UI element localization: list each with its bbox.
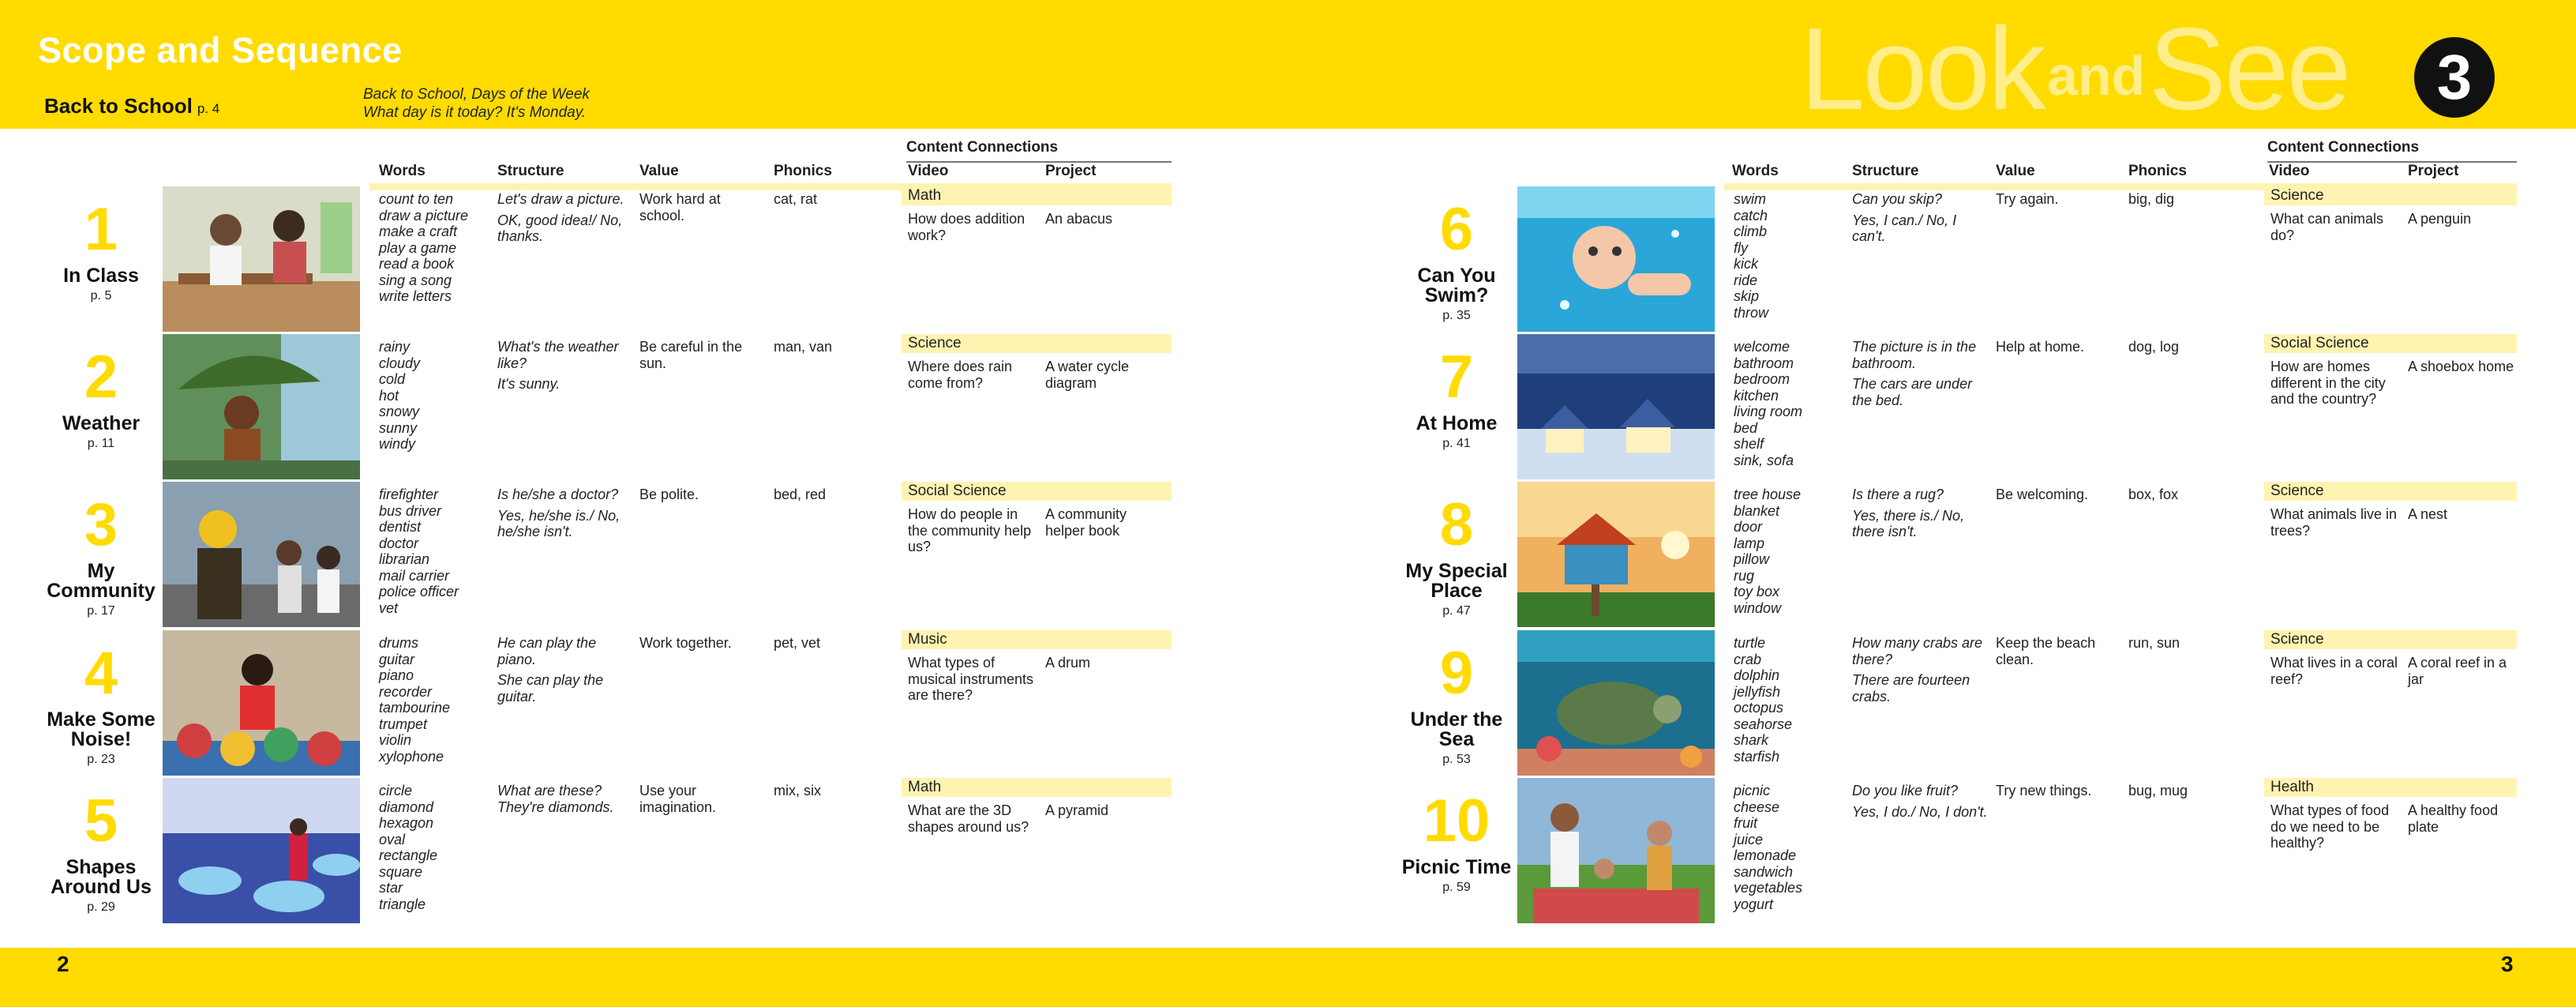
structure-line: What are these? They're diamonds. xyxy=(497,783,614,815)
words-list xyxy=(379,191,489,305)
words-list xyxy=(1734,191,1844,321)
page-number-right: 3 xyxy=(2501,952,2514,976)
unit-page: p. 11 xyxy=(87,437,115,450)
video-question: How does addition work? xyxy=(908,211,1026,243)
unit-name-line: Can You xyxy=(1417,265,1496,287)
video-question: What animals live in trees? xyxy=(2270,506,2398,539)
word-item: hexagon xyxy=(379,815,434,831)
unit-label xyxy=(1393,186,1520,332)
unit-number: 8 xyxy=(1439,491,1474,558)
word-item: read a book xyxy=(379,256,455,272)
word-item: firefighter xyxy=(379,487,439,502)
unit-label xyxy=(38,334,164,479)
word-item: triangle xyxy=(379,896,426,912)
word-item: juice xyxy=(1734,831,1764,847)
words-list xyxy=(1734,487,1844,616)
unit-name-line: Community xyxy=(47,580,156,602)
word-item: seahorse xyxy=(1734,716,1793,732)
level-badge: 3 xyxy=(2414,37,2495,118)
unit-number: 7 xyxy=(1439,344,1474,411)
word-item: sing a song xyxy=(379,272,452,288)
word-item: diamond xyxy=(379,798,434,815)
structure-text xyxy=(497,487,633,545)
unit-number: 6 xyxy=(1439,196,1474,263)
content-subject: Science xyxy=(902,334,1172,353)
content-connections-header-right: Content Connections xyxy=(2267,139,2517,163)
word-item: kick xyxy=(1734,256,1758,272)
unit-photo xyxy=(163,186,360,332)
phonics-text: run, sun xyxy=(2128,635,2180,651)
phonics-text: pet, vet xyxy=(774,635,821,651)
unit-photo xyxy=(163,778,360,923)
phonics-header-right: Phonics xyxy=(2128,163,2187,179)
page-number-left: 2 xyxy=(57,952,69,976)
unit-name-line: Under the xyxy=(1410,708,1503,731)
word-item: play a game xyxy=(379,239,457,256)
unit-name-line: Sea xyxy=(1438,728,1475,750)
value-text: Work together. xyxy=(639,635,732,651)
unit-name xyxy=(1393,562,1520,601)
word-item: cheese xyxy=(1734,798,1780,815)
phonics-text: man, van xyxy=(774,339,833,355)
structure-line: Let's draw a picture. xyxy=(497,191,624,207)
unit-name xyxy=(38,266,164,286)
word-item: pillow xyxy=(1734,551,1770,567)
word-item: circle xyxy=(379,783,413,798)
word-item: starfish xyxy=(1734,748,1780,765)
word-item: police officer xyxy=(379,584,459,599)
video-question: What are the 3D shapes around us? xyxy=(908,802,1029,835)
word-item: jellyfish xyxy=(1734,683,1781,700)
words-list xyxy=(1734,339,1844,468)
word-item: window xyxy=(1734,599,1782,616)
words-list xyxy=(379,339,489,453)
words-list xyxy=(379,635,489,765)
word-item: cloudy xyxy=(379,355,421,371)
structure-line: He can play the piano. xyxy=(497,635,597,667)
structure-line: The cars are under the bed. xyxy=(1852,376,1973,408)
structure-text xyxy=(497,783,633,820)
word-item: windy xyxy=(379,436,416,452)
structure-text xyxy=(497,339,633,397)
project-text: An abacus xyxy=(1045,211,1113,227)
words-header-right: Words xyxy=(1732,163,1779,179)
word-item: catch xyxy=(1734,207,1768,224)
word-item: throw xyxy=(1734,304,1769,321)
value-header-right: Value xyxy=(1996,163,2035,179)
unit-page: p. 59 xyxy=(1442,881,1471,894)
word-item: piano xyxy=(379,667,414,683)
unit-label xyxy=(1393,630,1520,776)
word-item: sunny xyxy=(379,419,418,436)
structure-header-right: Structure xyxy=(1852,163,1919,179)
word-item: yogurt xyxy=(1734,896,1774,912)
unit-name-line: Weather xyxy=(62,412,141,434)
unit-photo-image xyxy=(163,334,360,479)
unit-photo xyxy=(163,334,360,479)
unit-photo xyxy=(1517,482,1715,627)
word-item: lamp xyxy=(1734,535,1765,551)
unit-photo-image xyxy=(163,186,360,332)
unit-name xyxy=(38,710,164,750)
structure-line: Is there a rug? xyxy=(1852,487,1944,502)
unit-photo-image xyxy=(1517,186,1715,332)
value-text: Help at home. xyxy=(1996,339,2085,355)
unit-name-line: Swim? xyxy=(1424,284,1489,306)
unit-name-line: Place xyxy=(1430,580,1483,602)
words-header-left: Words xyxy=(379,163,426,179)
unit-name xyxy=(1393,414,1520,434)
unit-name xyxy=(38,858,164,897)
content-subject: Science xyxy=(2264,630,2517,649)
value-text: Work hard at school. xyxy=(639,191,721,224)
word-item: lemonade xyxy=(1734,847,1797,863)
structure-line: Do you like fruit? xyxy=(1852,783,1959,798)
word-item: octopus xyxy=(1734,700,1784,716)
word-item: star xyxy=(379,880,403,896)
word-item: oval xyxy=(379,831,406,847)
unit-name-line: My xyxy=(87,560,115,582)
logo-see: See xyxy=(2148,4,2349,134)
unit-label xyxy=(1393,482,1520,627)
unit-photo xyxy=(1517,334,1715,479)
word-item: fly xyxy=(1734,239,1748,256)
unit-page: p. 53 xyxy=(1442,753,1471,766)
project-header-left: Project xyxy=(1045,163,1097,179)
structure-text xyxy=(1852,339,1988,413)
word-item: violin xyxy=(379,732,412,748)
word-item: bedroom xyxy=(1734,371,1790,387)
value-text: Use your imagination. xyxy=(639,783,717,815)
words-list xyxy=(379,783,489,912)
value-text: Try new things. xyxy=(1996,783,2092,798)
unit-name-line: Picnic Time xyxy=(1401,856,1512,878)
project-text: A community helper book xyxy=(1045,506,1127,539)
word-item: vet xyxy=(379,599,399,616)
value-text: Try again. xyxy=(1996,191,2059,207)
word-item: trumpet xyxy=(379,716,428,732)
phonics-text: bed, red xyxy=(774,487,827,502)
unit-number: 2 xyxy=(84,344,118,411)
unit-photo-image xyxy=(1517,630,1715,776)
structure-line: Is he/she a doctor? xyxy=(497,487,619,502)
structure-text xyxy=(1852,635,1988,709)
unit-page: p. 47 xyxy=(1442,604,1471,618)
word-item: shark xyxy=(1734,732,1769,748)
word-item: dolphin xyxy=(1734,667,1780,683)
structure-line: Yes, I can./ No, I can't. xyxy=(1852,212,1957,244)
unit-page: p. 23 xyxy=(87,753,115,766)
unit-name-line: At Home xyxy=(1415,412,1498,434)
video-question: What lives in a coral reef? xyxy=(2270,655,2398,687)
unit-number: 3 xyxy=(84,491,118,558)
page-title: Scope and Sequence xyxy=(38,30,403,70)
word-item: fruit xyxy=(1734,815,1758,831)
unit-label xyxy=(38,482,164,627)
project-text: A nest xyxy=(2408,506,2448,522)
unit-label xyxy=(38,630,164,776)
phonics-text: big, dig xyxy=(2128,191,2175,207)
back-to-school-title xyxy=(44,94,219,118)
unit-name xyxy=(38,414,164,434)
unit-name xyxy=(38,562,164,601)
structure-line: How many crabs are there? xyxy=(1852,635,1983,667)
word-item: sink, sofa xyxy=(1734,452,1794,468)
unit-page: p. 17 xyxy=(87,604,115,618)
words-list xyxy=(1734,783,1844,912)
video-question: How are homes different in the city and the country? xyxy=(2270,359,2386,407)
unit-name-line: Make Some xyxy=(47,708,156,731)
word-item: librarian xyxy=(379,551,430,567)
unit-number: 9 xyxy=(1439,640,1474,707)
project-text: A healthy food plate xyxy=(2408,802,2499,835)
value-text: Be careful in the sun. xyxy=(639,339,743,371)
project-text: A water cycle diagram xyxy=(1045,359,1130,391)
project-text: A coral reef in a jar xyxy=(2408,655,2507,687)
word-item: living room xyxy=(1734,404,1803,419)
unit-photo xyxy=(1517,630,1715,776)
phonics-text: bug, mug xyxy=(2128,783,2188,798)
word-item: picnic xyxy=(1734,783,1771,798)
word-item: cold xyxy=(379,371,406,387)
word-item: ride xyxy=(1734,272,1758,288)
unit-page: p. 35 xyxy=(1442,309,1471,322)
word-item: draw a picture xyxy=(379,207,469,224)
word-item: skip xyxy=(1734,288,1760,304)
word-item: welcome xyxy=(1734,339,1790,355)
word-item: guitar xyxy=(379,651,415,667)
logo-and: and xyxy=(2046,45,2146,107)
unit-number: 10 xyxy=(1423,787,1490,855)
unit-name-line: In Class xyxy=(63,265,139,287)
word-item: toy box xyxy=(1734,584,1780,599)
back-to-school-label: Back to School xyxy=(44,94,193,118)
unit-number: 1 xyxy=(84,196,118,263)
back-to-school-line-2: What day is it today? It's Monday. xyxy=(363,104,587,121)
word-item: rug xyxy=(1734,567,1755,584)
word-item: write letters xyxy=(379,288,452,304)
word-item: recorder xyxy=(379,683,433,700)
content-subject: Health xyxy=(2264,778,2517,797)
unit-photo xyxy=(163,630,360,776)
unit-photo xyxy=(1517,186,1715,332)
structure-line: Yes, there is./ No, there isn't. xyxy=(1852,507,1965,539)
logo-look: Look xyxy=(1800,4,2044,134)
word-item: hot xyxy=(379,387,399,404)
footer-band xyxy=(0,948,2576,1007)
structure-line: It's sunny. xyxy=(497,376,561,392)
content-subject: Social Science xyxy=(902,482,1172,501)
structure-text xyxy=(1852,487,1988,545)
word-item: bed xyxy=(1734,419,1758,436)
word-item: door xyxy=(1734,519,1763,535)
content-subject: Science xyxy=(2264,482,2517,501)
unit-page: p. 29 xyxy=(87,900,115,914)
unit-name-line: Shapes xyxy=(66,856,137,878)
unit-photo xyxy=(1517,778,1715,923)
unit-name-line: Noise! xyxy=(70,728,132,750)
word-item: swim xyxy=(1734,191,1766,207)
unit-page: p. 41 xyxy=(1442,437,1471,450)
video-question: What can animals do? xyxy=(2270,211,2384,243)
look-and-see-logo xyxy=(1800,6,2349,139)
project-text: A penguin xyxy=(2408,211,2472,227)
word-item: count to ten xyxy=(379,191,454,207)
words-list xyxy=(379,487,489,616)
word-item: make a craft xyxy=(379,224,458,239)
value-text: Keep the beach clean. xyxy=(1996,635,2096,667)
video-question: How do people in the community help us? xyxy=(908,506,1032,554)
word-item: bathroom xyxy=(1734,355,1794,371)
unit-photo xyxy=(163,482,360,627)
unit-photo-image xyxy=(1517,778,1715,923)
phonics-text: box, fox xyxy=(2128,487,2179,502)
phonics-text: dog, log xyxy=(2128,339,2180,355)
structure-text xyxy=(497,635,633,709)
word-item: tambourine xyxy=(379,700,451,716)
unit-label xyxy=(38,778,164,923)
project-text: A pyramid xyxy=(1045,802,1109,818)
video-header-left: Video xyxy=(908,163,949,179)
structure-line: The picture is in the bathroom. xyxy=(1852,339,1977,371)
word-item: climb xyxy=(1734,224,1768,239)
content-subject: Music xyxy=(902,630,1172,649)
word-item: doctor xyxy=(379,535,419,551)
unit-name-line: My Special xyxy=(1405,560,1508,582)
word-item: tree house xyxy=(1734,487,1802,502)
word-item: turtle xyxy=(1734,635,1766,651)
word-item: shelf xyxy=(1734,436,1764,452)
unit-photo-image xyxy=(1517,482,1715,627)
phonics-text: cat, rat xyxy=(774,191,818,207)
word-item: dentist xyxy=(379,519,422,535)
project-text: A drum xyxy=(1045,655,1091,671)
project-header-right: Project xyxy=(2408,163,2459,179)
structure-text xyxy=(497,191,633,250)
unit-photo-image xyxy=(1517,334,1715,479)
value-header-left: Value xyxy=(639,163,679,179)
content-subject: Science xyxy=(2264,186,2517,205)
word-item: rainy xyxy=(379,339,411,355)
unit-number: 5 xyxy=(84,787,118,855)
back-to-school-info xyxy=(363,85,590,122)
back-to-school-page: p. 4 xyxy=(197,101,220,116)
word-item: vegetables xyxy=(1734,880,1803,896)
word-item: snowy xyxy=(379,404,420,419)
content-subject: Math xyxy=(902,778,1172,797)
word-item: sandwich xyxy=(1734,863,1794,880)
unit-name-line: Around Us xyxy=(51,876,152,898)
unit-number: 4 xyxy=(84,640,118,707)
video-question: What types of food do we need to be healthy? xyxy=(2270,802,2390,851)
structure-line: What's the weather like? xyxy=(497,339,619,371)
content-subject: Math xyxy=(902,186,1172,205)
structure-line: Yes, I do./ No, I don't. xyxy=(1852,803,1988,820)
unit-name xyxy=(1393,858,1520,877)
unit-photo-image xyxy=(163,482,360,627)
unit-label xyxy=(1393,334,1520,479)
structure-text xyxy=(1852,191,1988,250)
video-header-right: Video xyxy=(2269,163,2310,179)
phonics-header-left: Phonics xyxy=(774,163,832,179)
value-text: Be polite. xyxy=(639,487,699,502)
word-item: drums xyxy=(379,635,419,651)
value-text: Be welcoming. xyxy=(1996,487,2089,502)
structure-text xyxy=(1852,783,1988,825)
word-item: bus driver xyxy=(379,502,442,519)
structure-header-left: Structure xyxy=(497,163,564,179)
word-item: crab xyxy=(1734,651,1762,667)
back-to-school-line-1: Back to School, Days of the Week xyxy=(363,86,590,103)
unit-name xyxy=(1393,266,1520,306)
structure-line: OK, good idea!/ No, thanks. xyxy=(497,212,623,244)
content-subject: Social Science xyxy=(2264,334,2517,353)
unit-photo-image xyxy=(163,630,360,776)
unit-label xyxy=(1393,778,1520,923)
phonics-text: mix, six xyxy=(774,783,821,798)
video-question: What types of musical instruments are there? xyxy=(908,655,1034,703)
structure-line: She can play the guitar. xyxy=(497,672,604,705)
word-item: xylophone xyxy=(379,748,444,765)
word-item: blanket xyxy=(1734,502,1780,519)
word-item: rectangle xyxy=(379,847,438,863)
word-item: mail carrier xyxy=(379,567,450,584)
unit-page: p. 5 xyxy=(90,289,112,302)
structure-line: There are fourteen crabs. xyxy=(1852,672,1970,705)
video-question: Where does rain come from? xyxy=(908,359,1013,391)
structure-line: Can you skip? xyxy=(1852,191,1943,207)
unit-name xyxy=(1393,710,1520,750)
structure-line: Yes, he/she is./ No, he/she isn't. xyxy=(497,507,621,539)
project-text: A shoebox home xyxy=(2408,359,2514,374)
word-item: square xyxy=(379,863,423,880)
unit-photo-image xyxy=(163,778,360,923)
words-list xyxy=(1734,635,1844,765)
word-item: kitchen xyxy=(1734,387,1779,404)
content-connections-header-left: Content Connections xyxy=(906,139,1172,163)
unit-label xyxy=(38,186,164,332)
